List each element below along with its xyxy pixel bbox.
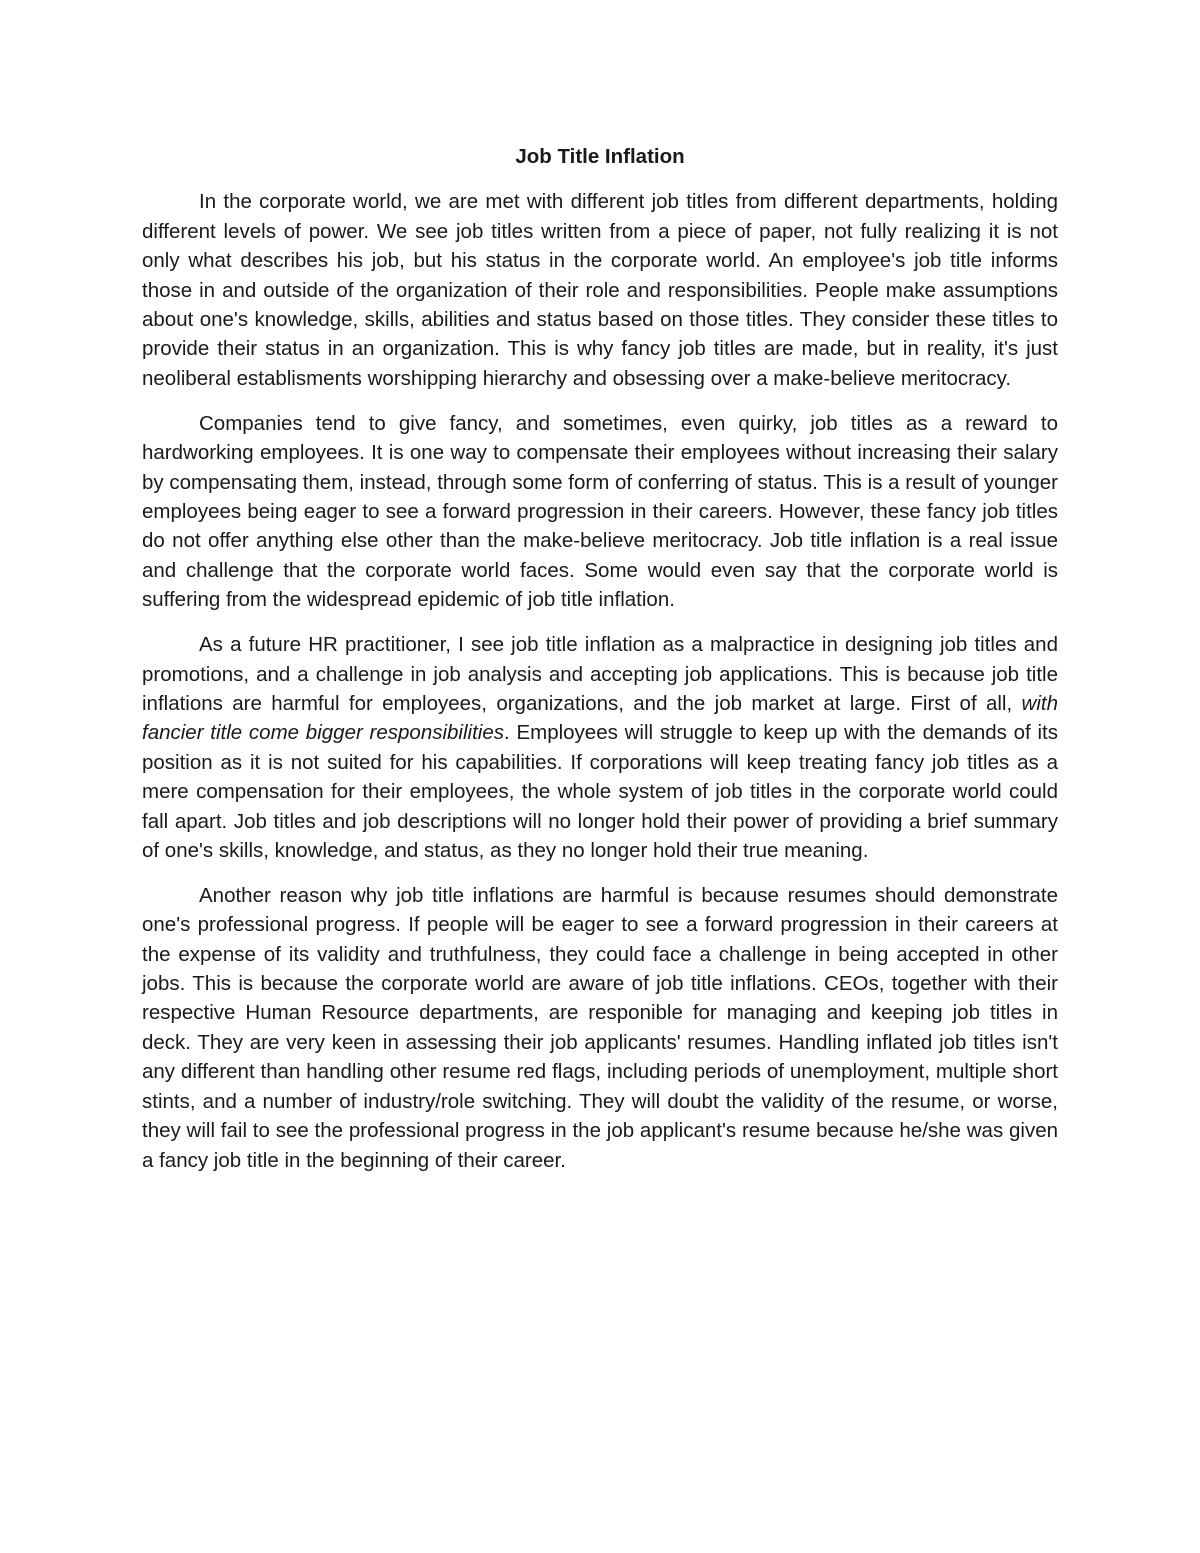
paragraph-3-text-after: . Employees will struggle to keep up with the demands of its position as it is not suited for his capabilities. If corporations will keep treating fancy job titles as a mere compensation for their employees, the whole system of job titles in the corporate world could fall apart. Job titles and job descriptions will no longer hold their power of providing a brief summary of one's skills, knowledge, and status, as they no longer hold their true meaning. xyxy=(142,721,1058,862)
paragraph-3 xyxy=(142,630,1058,865)
paragraph-3-emphasis: with fancier title come bigger responsibilities xyxy=(142,691,1058,745)
document-title: Job Title Inflation xyxy=(515,145,685,168)
paragraph-3-text-before: As a future HR practitioner, I see job title inflation as a malpractice in designing job titles and promotions, and a challenge in job analysis and accepting job applications. This is because job title inflations are harmful for employees, organizations, and the job market at large. First of all, xyxy=(142,633,1058,715)
paragraph-4: Another reason why job title inflations are harmful is because resumes should demonstrate one's professional progress. If people will be eager to see a forward progression in their careers at the expense of its validity and truthfulness, they could face a challenge in being accepted in other jobs. This is because the corporate world are aware of job title inflations. CEOs, together with their respective Human Resource departments, are responible for managing and keeping job titles in deck. They are very keen in assessing their job applicants' resumes. Handling inflated job titles isn't any different than handling other resume red flags, including periods of unemployment, multiple short stints, and a number of industry/role switching. They will doubt the validity of the resume, or worse, they will fail to see the professional progress in the job applicant's resume because he/she was given a fancy job title in the beginning of their career. xyxy=(142,883,1058,1172)
document-page xyxy=(142,142,1058,1190)
paragraph-2: Companies tend to give fancy, and sometimes, even quirky, job titles as a reward to hardworking employees. It is one way to compensate their employees without increasing their salary by compensating them, instead, through some form of conferring of status. This is a result of younger employees being eager to see a forward progression in their careers. However, these fancy job titles do not offer anything else other than the make-believe meritocracy. Job title inflation is a real issue and challenge that the corporate world faces. Some would even say that the corporate world is suffering from the widespread epidemic of job title inflation. xyxy=(142,411,1058,612)
paragraph-1: In the corporate world, we are met with different job titles from different departments, holding different levels of power. We see job titles written from a piece of paper, not fully realizing it is not only what describes his job, but his status in the corporate world. An employee's job title informs those in and outside of the organization of their role and responsibilities. People make assumptions about one's knowledge, skills, abilities and status based on those titles. They consider these titles to provide their status in an organization. This is why fancy job titles are made, but in reality, it's just neoliberal establisments worshipping hierarchy and obsessing over a make-believe meritocracy. xyxy=(142,190,1058,390)
